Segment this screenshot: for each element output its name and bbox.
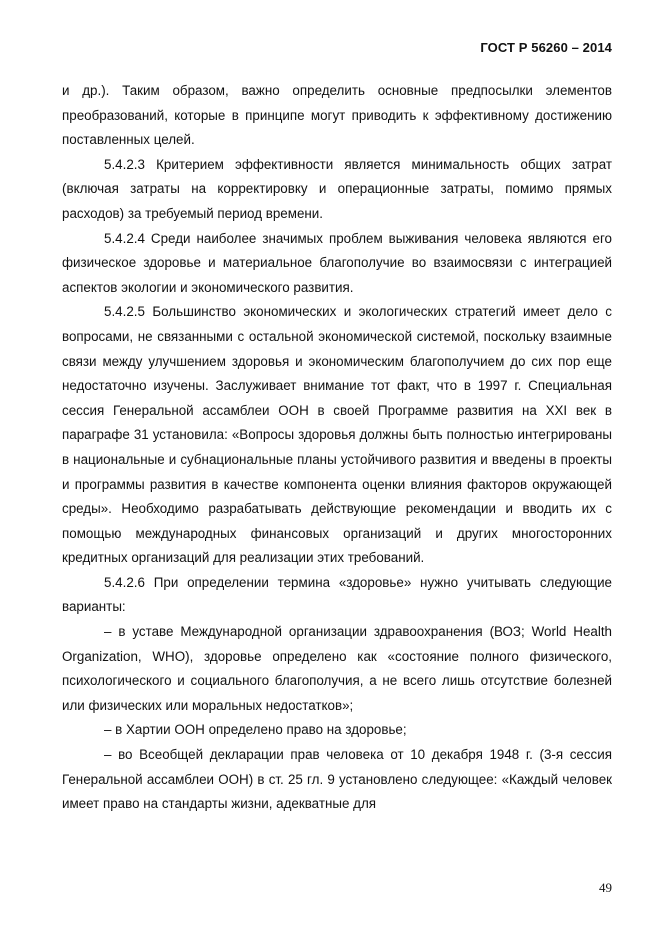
paragraph-5-4-2-6: 5.4.2.6 При определении термина «здоровье» нужно учитывать следующие варианты: bbox=[62, 574, 612, 615]
page-number: 49 bbox=[599, 880, 612, 895]
paragraph-5-4-2-4: 5.4.2.4 Среди наиболее значимых проблем выживания человека являются его физическое здоровье и материальное благополучие во взаимосвязи с интеграцией аспектов экологии и экономического развития. bbox=[62, 230, 612, 295]
document-header: ГОСТ Р 56260 – 2014 bbox=[480, 40, 612, 55]
paragraph-5-4-2-3: 5.4.2.3 Критерием эффективности является минимальность общих затрат (включая затраты на корректировку и операционные затраты, помимо прямых расходов) за требуемый период времени. bbox=[62, 156, 612, 221]
document-body bbox=[62, 79, 612, 817]
list-item-un-charter: – в Хартии ООН определено право на здоровье; bbox=[104, 722, 407, 738]
paragraph-5-4-2-5: 5.4.2.5 Большинство экономических и экологических стратегий имеет дело с вопросами, не связанными с остальной экономической системой, поскольку взаимные связи между улучшением здоровья и экономическим благополучием до сих пор еще недостаточно изучены. Заслуживает внимание тот факт, что в 1997 г. Специальная сессия Генеральной ассамблеи ООН в своей Программе развития на XXI век в параграфе 31 установила: «Вопросы здоровья должны быть полностью интегрированы в национальные и субнациональные планы устойчивого развития и введены в проекты и программы развития в качестве компонента оценки влияния факторов окружающей среды». Необходимо разрабатывать действующие рекомендации и вводить их с помощью международных финансовых организаций и других многосторонних кредитных организаций для реализации этих требований. bbox=[62, 304, 612, 566]
list-item-human-rights-declaration: – во Всеобщей декларации прав человека от 10 декабря 1948 г. (3-я сессия Генеральной ассамблеи ООН) в ст. 25 гл. 9 установлено следующее: «Каждый человек имеет право на стандарты жизни, адекватные для bbox=[62, 747, 612, 812]
list-item-who-charter: – в уставе Международной организации здравоохранения (ВОЗ; World Health Organization, WHO), здоровье определено как «состояние полного физического, психологического и социального благополучия, а не всего лишь отсутствие болезней или физических или моральных недостатков»; bbox=[62, 624, 612, 713]
paragraph-continuation: и др.). Таким образом, важно определить основные предпосылки элементов преобразований, которые в принципе могут приводить к эффективному достижению поставленных целей. bbox=[62, 83, 612, 148]
